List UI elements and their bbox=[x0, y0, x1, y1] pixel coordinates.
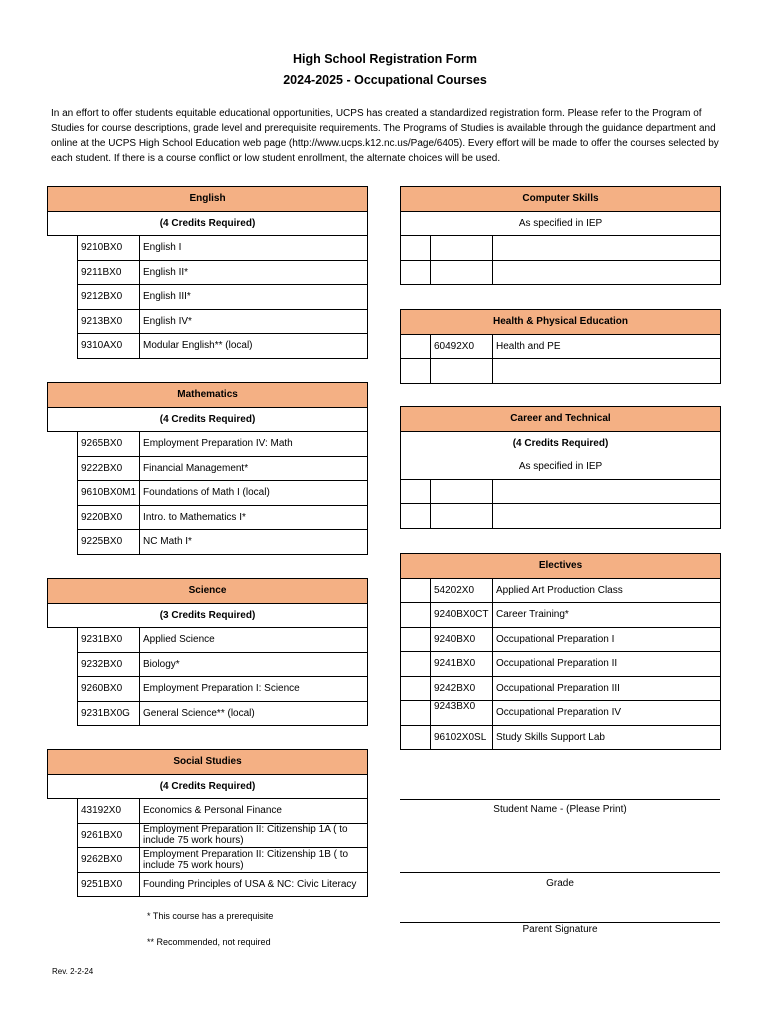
table-row[interactable] bbox=[48, 456, 368, 481]
course-name: Modular English** (local) bbox=[140, 334, 368, 359]
course-code: 9232BX0 bbox=[78, 652, 140, 677]
table-row[interactable] bbox=[48, 505, 368, 530]
course-code: 9610BX0M1 bbox=[78, 481, 140, 506]
intro-paragraph: In an effort to offer students equitable educational opportunities, UCPS has created a standardized registration form. Please refer to the Program of Studies for course descriptions, grade level and prerequisite requirements. The Programs of Studies is available through the guidance department and online at the UCPS High School Education web page (http://www.ucps.k12.nc.us/Page/6405). Every effort will be made to offer the courses selected by each student. If there is a course conflict or low student enrollment, the alternate choices will be used. bbox=[51, 108, 719, 164]
table-row[interactable] bbox=[48, 701, 368, 726]
course-name: Economics & Personal Finance bbox=[140, 799, 368, 824]
table-row[interactable] bbox=[48, 285, 368, 310]
table-row[interactable] bbox=[401, 676, 721, 701]
table-row[interactable] bbox=[48, 481, 368, 506]
electives-header: Electives bbox=[401, 554, 721, 579]
table-row[interactable] bbox=[48, 530, 368, 555]
science-table bbox=[47, 578, 368, 726]
social-credits: (4 Credits Required) bbox=[48, 774, 368, 799]
course-code: 9212BX0 bbox=[78, 285, 140, 310]
table-row[interactable] bbox=[401, 504, 721, 529]
grade-label: Grade bbox=[546, 878, 574, 889]
course-name: Career Training* bbox=[493, 603, 721, 628]
computer-header: Computer Skills bbox=[401, 187, 721, 212]
table-row[interactable] bbox=[401, 603, 721, 628]
course-code: 9251BX0 bbox=[78, 872, 140, 897]
english-header: English bbox=[48, 187, 368, 212]
table-row[interactable] bbox=[48, 652, 368, 677]
table-row[interactable] bbox=[401, 260, 721, 285]
table-row[interactable] bbox=[401, 652, 721, 677]
course-name: NC Math I* bbox=[140, 530, 368, 555]
course-name: Foundations of Math I (local) bbox=[140, 481, 368, 506]
table-row[interactable] bbox=[48, 823, 368, 848]
course-name: Health and PE bbox=[493, 334, 721, 359]
course-name: English III* bbox=[140, 285, 368, 310]
course-code: 9261BX0 bbox=[78, 823, 140, 848]
course-code: 9222BX0 bbox=[78, 456, 140, 481]
course-code: 9242BX0 bbox=[431, 676, 493, 701]
course-name: Employment Preparation II: Citizenship 1B ( to include 75 work hours) bbox=[140, 848, 368, 873]
course-code: 9241BX0 bbox=[431, 652, 493, 677]
course-name: Intro. to Mathematics I* bbox=[140, 505, 368, 530]
social-header: Social Studies bbox=[48, 750, 368, 775]
table-row[interactable] bbox=[48, 848, 368, 873]
course-code: 9225BX0 bbox=[78, 530, 140, 555]
table-row[interactable] bbox=[401, 334, 721, 359]
course-name: Biology* bbox=[140, 652, 368, 677]
course-name: Applied Art Production Class bbox=[493, 578, 721, 603]
table-row[interactable] bbox=[48, 799, 368, 824]
course-code: 9240BX0CT bbox=[431, 603, 493, 628]
course-name: English IV* bbox=[140, 309, 368, 334]
course-code: 9310AX0 bbox=[78, 334, 140, 359]
career-credits: (4 Credits Required) bbox=[401, 431, 721, 455]
course-code: 60492X0 bbox=[431, 334, 493, 359]
course-name: English I bbox=[140, 236, 368, 261]
table-row[interactable] bbox=[401, 627, 721, 652]
form-subtitle: 2024-2025 - Occupational Courses bbox=[283, 73, 487, 87]
table-row[interactable] bbox=[48, 334, 368, 359]
student-name-line[interactable] bbox=[400, 799, 720, 800]
course-code: 9243BX0 bbox=[431, 701, 493, 726]
course-name: Occupational Preparation IV bbox=[493, 701, 721, 726]
table-row[interactable] bbox=[48, 309, 368, 334]
career-note: As specified in IEP bbox=[401, 455, 721, 479]
table-row[interactable] bbox=[48, 432, 368, 457]
table-row[interactable] bbox=[48, 260, 368, 285]
course-code: 9211BX0 bbox=[78, 260, 140, 285]
english-table bbox=[47, 186, 368, 359]
course-name: English II* bbox=[140, 260, 368, 285]
course-name: Occupational Preparation III bbox=[493, 676, 721, 701]
course-code: 9262BX0 bbox=[78, 848, 140, 873]
course-code: 43192X0 bbox=[78, 799, 140, 824]
recommended-footnote: ** Recommended, not required bbox=[147, 937, 271, 947]
course-name: Occupational Preparation I bbox=[493, 627, 721, 652]
grade-line[interactable] bbox=[400, 872, 720, 873]
table-row[interactable] bbox=[401, 578, 721, 603]
student-name-label: Student Name - (Please Print) bbox=[493, 804, 627, 815]
form-title: High School Registration Form bbox=[292, 52, 478, 66]
health-table bbox=[400, 309, 721, 384]
course-code: 9265BX0 bbox=[78, 432, 140, 457]
course-code: 9213BX0 bbox=[78, 309, 140, 334]
table-row[interactable] bbox=[401, 359, 721, 384]
course-code: 9231BX0G bbox=[78, 701, 140, 726]
table-row[interactable] bbox=[401, 236, 721, 261]
course-name: Employment Preparation II: Citizenship 1A ( to include 75 work hours) bbox=[140, 823, 368, 848]
english-credits: (4 Credits Required) bbox=[48, 211, 368, 236]
course-name: Applied Science bbox=[140, 628, 368, 653]
math-credits: (4 Credits Required) bbox=[48, 407, 368, 432]
course-name: Employment Preparation I: Science bbox=[140, 677, 368, 702]
computer-table bbox=[400, 186, 721, 285]
course-code: 96102X0SL bbox=[431, 725, 493, 750]
career-header: Career and Technical bbox=[401, 407, 721, 432]
course-name: Financial Management* bbox=[140, 456, 368, 481]
parent-signature-label: Parent Signature bbox=[522, 924, 598, 935]
table-row[interactable] bbox=[401, 701, 721, 726]
table-row[interactable] bbox=[401, 725, 721, 750]
social-table bbox=[47, 749, 368, 897]
math-header: Mathematics bbox=[48, 383, 368, 408]
science-credits: (3 Credits Required) bbox=[48, 603, 368, 628]
course-name: Employment Preparation IV: Math bbox=[140, 432, 368, 457]
table-row[interactable] bbox=[48, 628, 368, 653]
prerequisite-footnote: * This course has a prerequisite bbox=[147, 911, 274, 921]
course-name: Study Skills Support Lab bbox=[493, 725, 721, 750]
table-row[interactable] bbox=[48, 236, 368, 261]
career-table bbox=[400, 406, 721, 529]
course-code: 9210BX0 bbox=[78, 236, 140, 261]
table-row[interactable] bbox=[48, 677, 368, 702]
table-row[interactable] bbox=[48, 872, 368, 897]
course-name: Founding Principles of USA & NC: Civic Literacy bbox=[140, 872, 368, 897]
course-name: Occupational Preparation II bbox=[493, 652, 721, 677]
computer-note: As specified in IEP bbox=[401, 211, 721, 236]
course-code: 9231BX0 bbox=[78, 628, 140, 653]
revision-date: Rev. 2-2-24 bbox=[52, 967, 94, 976]
course-name: General Science** (local) bbox=[140, 701, 368, 726]
electives-table bbox=[400, 553, 721, 750]
table-row[interactable] bbox=[401, 479, 721, 504]
science-header: Science bbox=[48, 579, 368, 604]
course-code: 9260BX0 bbox=[78, 677, 140, 702]
course-code: 9220BX0 bbox=[78, 505, 140, 530]
parent-signature-line[interactable] bbox=[400, 922, 720, 923]
course-code: 9240BX0 bbox=[431, 627, 493, 652]
health-header: Health & Physical Education bbox=[401, 310, 721, 335]
course-code: 54202X0 bbox=[431, 578, 493, 603]
math-table bbox=[47, 382, 368, 555]
